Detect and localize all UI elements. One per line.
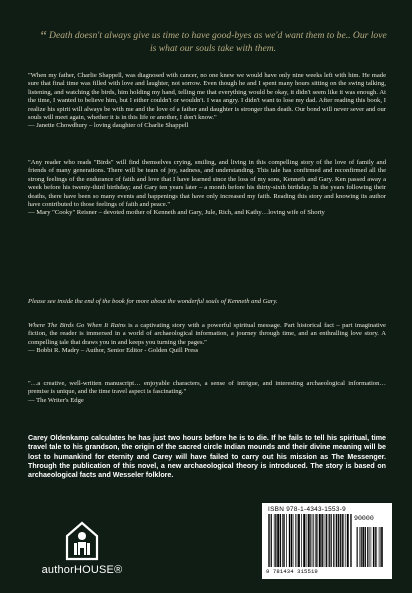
barcode-bar: [289, 514, 290, 567]
publisher-name: authorHOUSE®: [41, 564, 123, 576]
barcode-bar: [340, 514, 341, 567]
barcode-bar: [304, 514, 305, 567]
testimonial-text: "When my father, Charlie Shappell, was diagnosed with cancer, no one knew we would have only nine weeks left with him. He made sure that final time was filled with love and laughter, not sorrow. Even though he and I spent many hours sitting on the swing talking, listening, and watching the birds, him holding my hand, telling me that everything would be okay, it didn't seem like it was enough. At the time, I wanted to believe him, but I either couldn't or wouldn't. I was angry. I didn't want to lose my dad. After reading this book, I realize his spirit will always be with me and the love of a father and daughter is stronger than death. Our bond will never sever and our souls will meet again, whether it is in this life or another, I don't know.": [28, 72, 386, 122]
price-barcode-bar: [382, 527, 383, 567]
isbn-number: ISBN 978-1-4343-1553-9: [268, 506, 347, 513]
testimonial-attribution: — Mary "Cooky" Reisner – devoted mother of Kenneth and Gary, Jule, Rich, and Kathy…loving wife of Shorty: [28, 209, 325, 217]
price-barcode-bar: [361, 527, 362, 567]
barcode-bar: [315, 514, 316, 567]
barcode-bar: [283, 514, 284, 567]
barcode-bar: [321, 514, 322, 567]
price-barcode-bar: [369, 527, 370, 567]
barcode-bar: [304, 514, 305, 567]
barcode-bar: [342, 514, 343, 567]
testimonial-reisner: [28, 159, 386, 218]
price-barcode-bar: [368, 527, 369, 567]
barcode-bar: [317, 514, 318, 567]
barcode-bar: [299, 514, 300, 567]
barcode-bar: [348, 514, 349, 567]
barcode-bar: [276, 514, 277, 567]
barcode-bar: [334, 514, 335, 567]
review-attribution: — Bobbi R. Madry – Author, Senior Editor - Golden Quill Press: [28, 347, 199, 355]
price-barcode-bar: [364, 527, 365, 567]
barcode-bar: [351, 514, 352, 567]
barcode-bar: [319, 514, 320, 567]
barcode-bar: [309, 514, 310, 567]
price-barcode-bar: [362, 527, 363, 567]
price-barcode-bar: [360, 527, 361, 567]
barcode-bar: [299, 514, 300, 567]
barcode-bar: [271, 514, 272, 567]
barcode-bar: [282, 514, 283, 567]
barcode-bar: [308, 514, 309, 567]
barcode-bar: [291, 514, 292, 567]
price-barcode-bar: [361, 527, 362, 567]
barcode-bar: [319, 514, 320, 567]
opening-quote-mark: “: [39, 29, 48, 44]
barcode-bar: [269, 514, 270, 567]
barcode-bar: [336, 514, 337, 567]
barcode-digits: 9 781434 315519: [266, 568, 318, 575]
top-quote-text: Death doesn't always give us time to have good-byes as we'd want them to be.. Our love is what our souls take with them.: [49, 30, 387, 54]
price-code: 90000: [354, 515, 374, 522]
barcode-bar: [291, 514, 292, 567]
barcode-bar: [293, 514, 294, 567]
barcode-bar: [331, 514, 332, 567]
barcode-bar: [313, 514, 314, 567]
price-barcode-bar: [375, 527, 376, 567]
review-madry: [28, 322, 386, 356]
barcode-bar: [323, 514, 324, 567]
barcode-bar: [327, 514, 328, 567]
barcode-bar: [326, 514, 327, 567]
review-text: "…a creative, well-written manuscript… enjoyable characters, a sense of intrigue, and interesting archaeological information… premise is unique, and the time travel aspect is fascinating.": [28, 380, 386, 396]
barcode-bar: [329, 514, 330, 567]
price-barcode-bar: [379, 527, 380, 567]
barcode-bar: [278, 514, 279, 567]
note-kenneth-gary: Please see inside the end of the book for more about the wonderful souls of Kenneth and Gary.: [28, 298, 278, 305]
review-text: [28, 322, 386, 347]
barcode-bar: [322, 514, 323, 567]
barcode-bar: [331, 514, 332, 567]
barcode-bar: [333, 514, 334, 567]
barcode-bar: [343, 514, 344, 567]
barcode-bars: [268, 514, 352, 567]
barcode-bar: [338, 514, 339, 567]
top-quote: [38, 30, 388, 55]
barcode-bar: [295, 514, 296, 567]
barcode-bar: [297, 514, 298, 567]
price-barcode-bar: [375, 527, 376, 567]
price-barcode-bar: [380, 527, 381, 567]
price-barcode-bar: [357, 527, 358, 567]
barcode-bar: [310, 514, 311, 567]
barcode-bar: [298, 514, 299, 567]
barcode-bar: [338, 514, 339, 567]
isbn-barcode: [262, 503, 392, 579]
price-barcode-bar: [367, 527, 368, 567]
price-barcode-bar: [365, 527, 366, 567]
price-barcode-bars: [356, 527, 384, 567]
barcode-bar: [280, 514, 281, 567]
barcode-bar: [278, 514, 279, 567]
authorhouse-logo-icon: [64, 521, 100, 561]
price-barcode-bar: [373, 527, 374, 567]
review-attribution: — The Writer's Edge: [28, 396, 84, 404]
barcode-bar: [347, 514, 348, 567]
barcode-bar: [325, 514, 326, 567]
price-barcode-bar: [381, 527, 382, 567]
book-synopsis: Carey Oldenkamp calculates he has just two hours before he is to die. If he fails to tell his spiritual, time travel tale to his grandson, the origin of the sacred circle Indian mounds and their divine meaning will be lost to humankind for eternity and Carey will have failed to carry out his mission as The Messenger. Through the publication of this novel, a new archaeological theory is introduced. The story is based on archaeological facts and Wesseler folklore.: [28, 434, 386, 480]
price-barcode-bar: [374, 527, 375, 567]
price-barcode-bar: [365, 527, 366, 567]
barcode-bar: [268, 514, 269, 567]
testimonial-text: "Any reader who reads "Birds" will find themselves crying, smiling, and living in this compelling story of the love of family and friends of many generations. There will be tears of joy, sadness, and understanding. This tale has confirmed and reconfirmed all the strong feelings of the endurance of faith and love that I have learned since the loss of my sons, Kenneth and Gary. Ken passed away a week before his twenty-third birthday; and Gary ten years later – a month before his thirty-sixth birthday. In the years following their deaths, there have been so many events and happenings that have only increased my faith. Reading this story and knowing its author have contributed to those feelings of faith and peace.": [28, 159, 386, 209]
testimonial-chowdhury: [28, 72, 386, 131]
barcode-bar: [277, 514, 278, 567]
barcode-bar: [286, 514, 287, 567]
price-barcode-bar: [371, 527, 372, 567]
barcode-bar: [345, 514, 346, 567]
barcode-bar: [280, 514, 281, 567]
publisher-logo: [22, 521, 142, 581]
barcode-bar: [320, 514, 321, 567]
barcode-bar: [289, 514, 290, 567]
barcode-bar: [350, 514, 351, 567]
barcode-bar: [340, 514, 341, 567]
barcode-bar: [301, 514, 302, 567]
barcode-bar: [306, 514, 307, 567]
barcode-bar: [303, 514, 304, 567]
barcode-bar: [347, 514, 348, 567]
barcode-bar: [274, 514, 275, 567]
barcode-bar: [284, 514, 285, 567]
barcode-bar: [308, 514, 309, 567]
barcode-bar: [342, 514, 343, 567]
barcode-bar: [271, 514, 272, 567]
barcode-bar: [336, 514, 337, 567]
price-barcode-bar: [376, 527, 377, 567]
book-title: Where The Birds Go When It Rains: [28, 322, 126, 329]
barcode-bar: [329, 514, 330, 567]
review-writers-edge: [28, 380, 386, 405]
barcode-bar: [275, 514, 276, 567]
barcode-bar: [312, 514, 313, 567]
barcode-bar: [316, 514, 317, 567]
price-barcode-bar: [357, 527, 358, 567]
price-barcode-bar: [382, 527, 383, 567]
price-barcode-bar: [363, 527, 364, 567]
review-body: is a captivating story with a powerful spiritual message. Part historical fact – part imaginative fiction, the reader is immersed in a world of archaeological information, a journey through time, and an enthralling love story. A compelling tale that draws you in and keeps you turning the pages.": [28, 322, 386, 346]
testimonial-attribution: — Janette Chowdhury – loving daughter of Charlie Shappell: [28, 122, 189, 130]
